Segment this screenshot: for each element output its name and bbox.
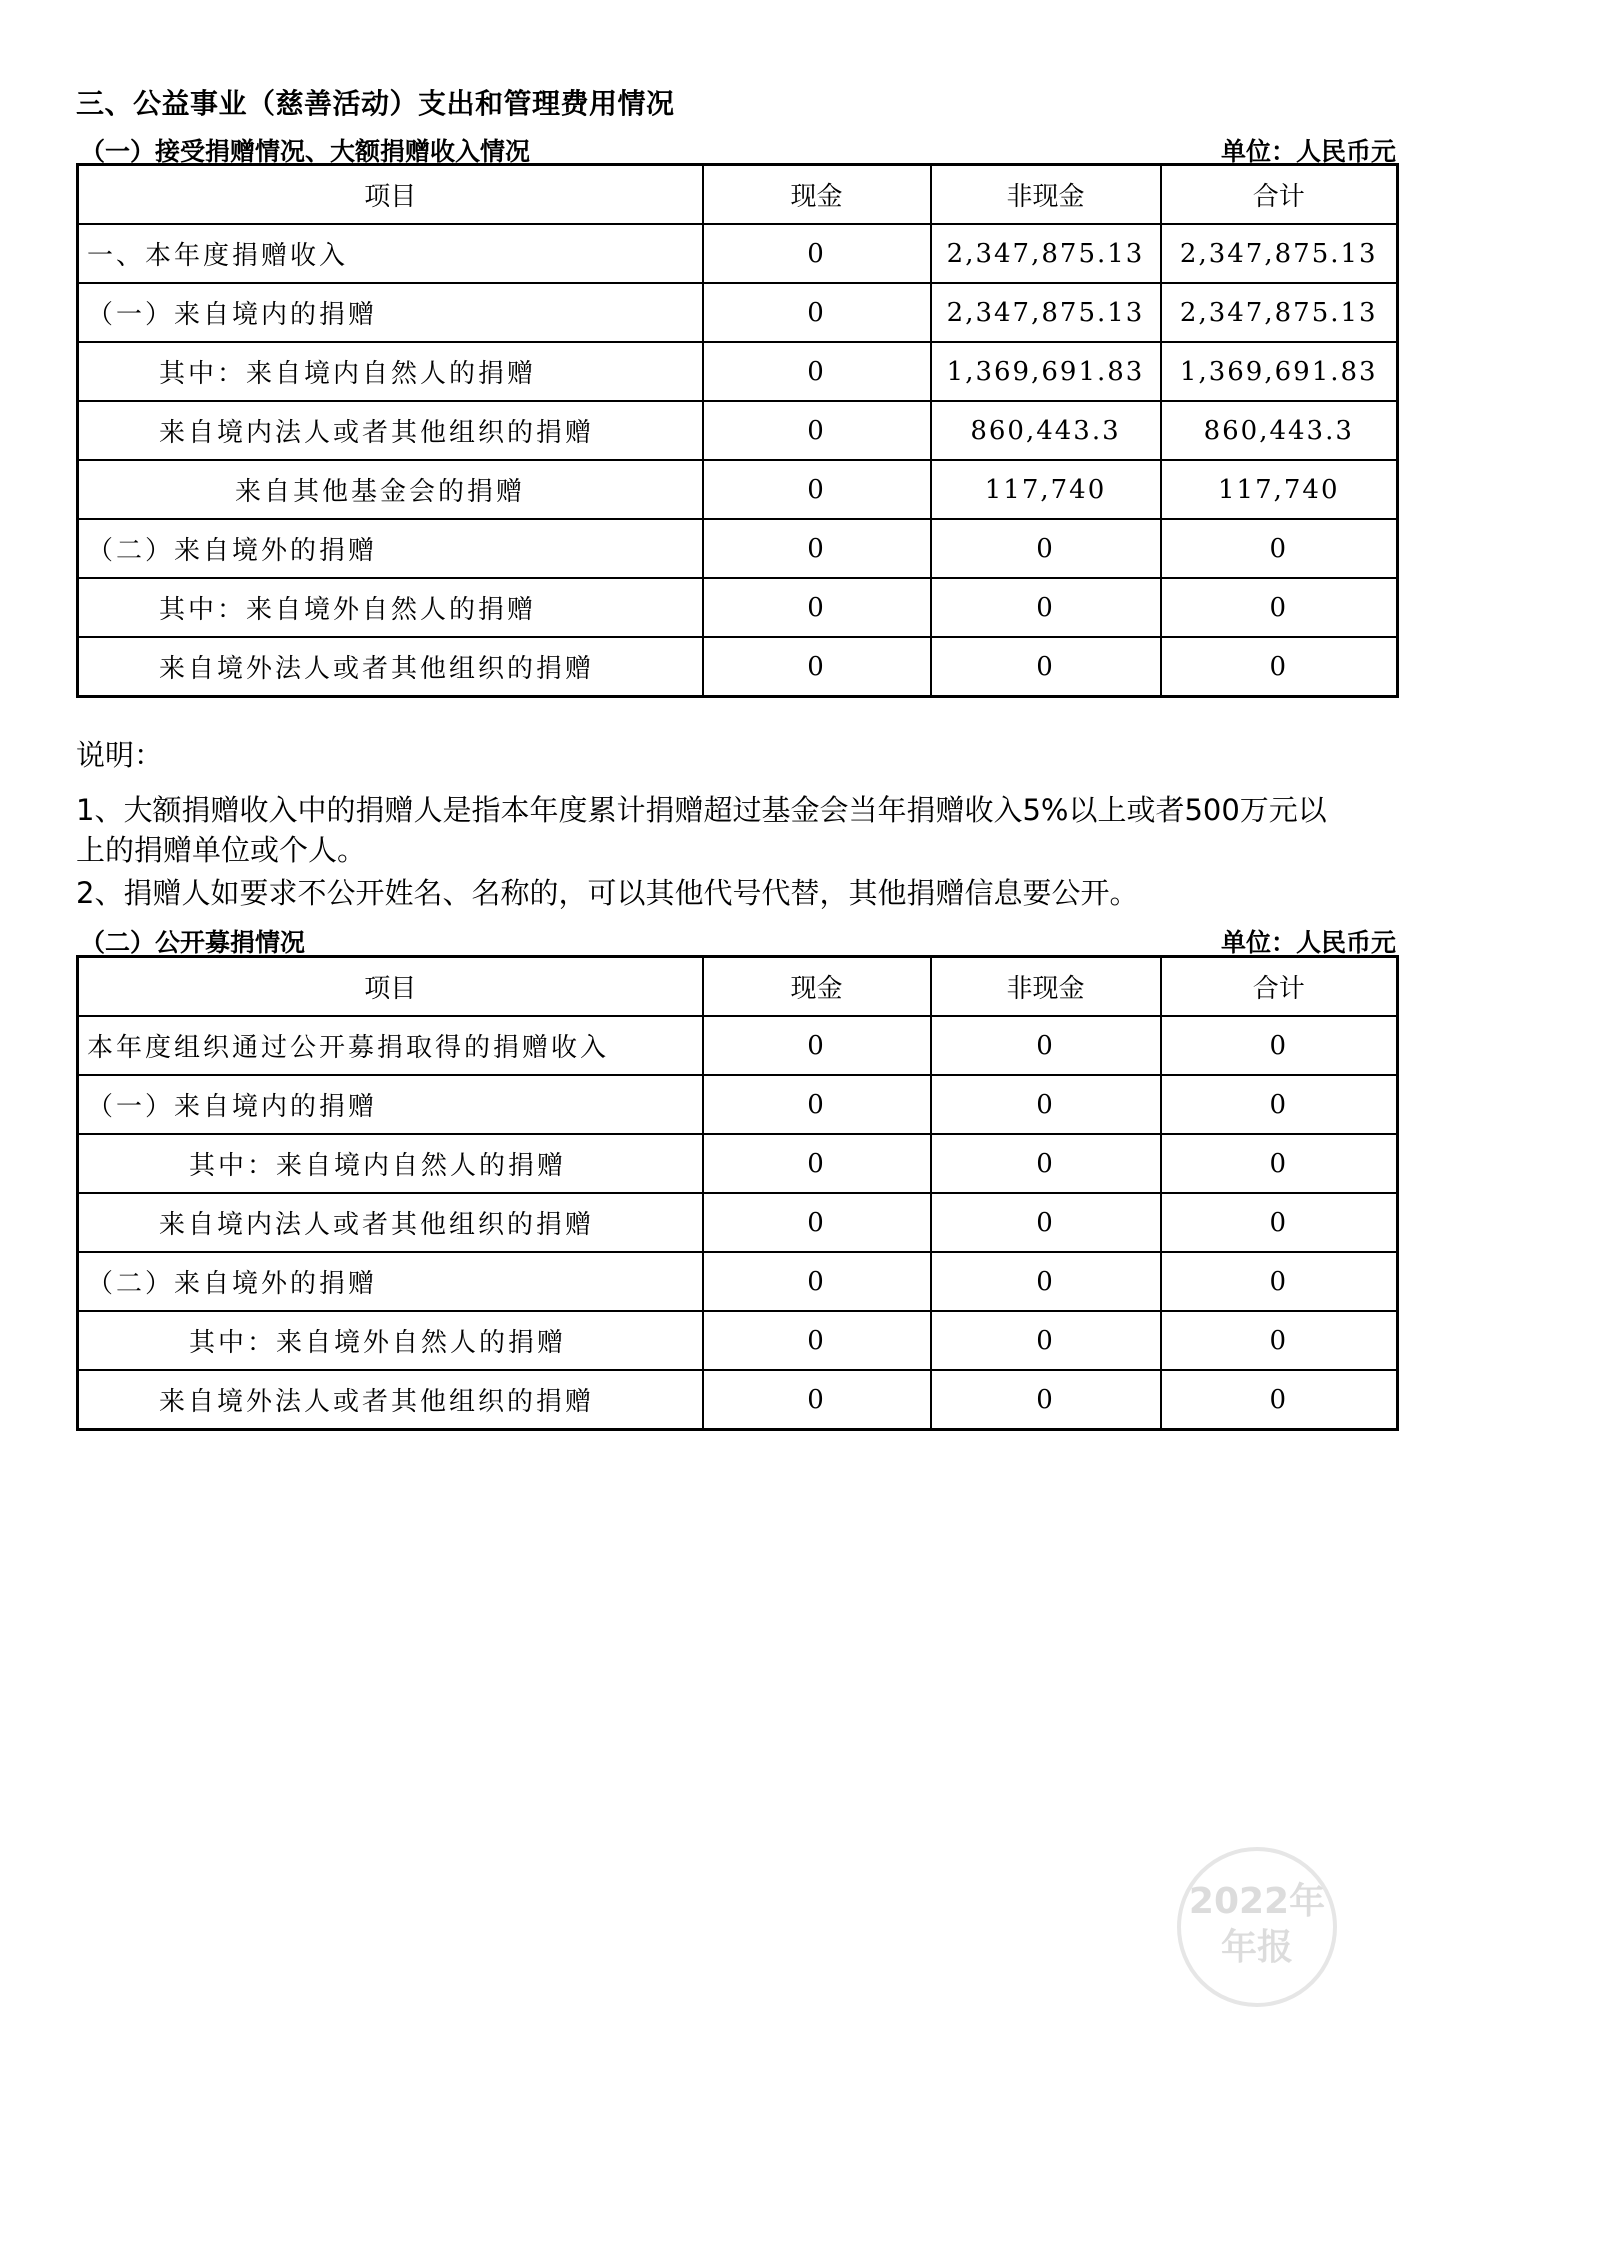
donation-income-table [76,163,1399,698]
col-header-total: 合计 [1161,165,1398,225]
note-1-line-b: 上的捐赠单位或个人。 [76,833,367,867]
row-item: 来自境外法人或者其他组织的捐赠 [78,1370,703,1430]
row-item: （一）来自境内的捐赠 [78,283,703,342]
row-total: 0 [1161,578,1398,637]
row-noncash: 117,740 [931,460,1161,519]
table-row [78,1311,1398,1370]
table-row [78,578,1398,637]
table-row [78,1252,1398,1311]
section-title: 三、公益事业（慈善活动）支出和管理费用情况 [76,87,675,120]
row-item: 一、本年度捐赠收入 [78,224,703,283]
row-cash: 0 [703,1311,931,1370]
table2-unit: 单位：人民币元 [1220,928,1396,957]
col-header-item: 项目 [78,957,703,1017]
table1-subtitle: （一）接受捐赠情况、大额捐赠收入情况 [80,137,531,166]
row-cash: 0 [703,1134,931,1193]
row-cash: 0 [703,1252,931,1311]
row-item: 其中：来自境外自然人的捐赠 [78,578,703,637]
table1-unit: 单位：人民币元 [1220,137,1396,166]
row-cash: 0 [703,637,931,697]
public-fundraising-table [76,955,1399,1431]
table-row [78,637,1398,697]
row-noncash: 0 [931,637,1161,697]
table-row [78,224,1398,283]
col-header-noncash: 非现金 [931,165,1161,225]
row-noncash: 860,443.3 [931,401,1161,460]
row-cash: 0 [703,519,931,578]
row-cash: 0 [703,578,931,637]
table-row [78,519,1398,578]
row-total: 0 [1161,1016,1398,1075]
table-row [78,1075,1398,1134]
row-total: 117,740 [1161,460,1398,519]
row-total: 0 [1161,637,1398,697]
row-cash: 0 [703,1016,931,1075]
col-header-cash: 现金 [703,957,931,1017]
row-noncash: 0 [931,1075,1161,1134]
row-item: 本年度组织通过公开募捐取得的捐赠收入 [78,1016,703,1075]
row-total: 2,347,875.13 [1161,224,1398,283]
row-cash: 0 [703,460,931,519]
row-noncash: 0 [931,1016,1161,1075]
row-item: 其中：来自境外自然人的捐赠 [78,1311,703,1370]
row-total: 0 [1161,1075,1398,1134]
row-total: 860,443.3 [1161,401,1398,460]
row-cash: 0 [703,342,931,401]
row-noncash: 2,347,875.13 [931,224,1161,283]
col-header-cash: 现金 [703,165,931,225]
row-total: 2,347,875.13 [1161,283,1398,342]
col-header-total: 合计 [1161,957,1398,1017]
table-row [78,342,1398,401]
table-row [78,1134,1398,1193]
table2-subheader [76,923,1396,959]
row-item: 来自境外法人或者其他组织的捐赠 [78,637,703,697]
col-header-noncash: 非现金 [931,957,1161,1017]
annual-report-seal [1177,1847,1337,2007]
table-row [78,283,1398,342]
row-item: 其中：来自境内自然人的捐赠 [78,342,703,401]
row-cash: 0 [703,1370,931,1430]
row-item: 来自其他基金会的捐赠 [78,460,703,519]
note-2: 2、捐赠人如要求不公开姓名、名称的，可以其他代号代替，其他捐赠信息要公开。 [76,876,1139,910]
row-cash: 0 [703,401,931,460]
notes-heading: 说明： [76,738,164,772]
table-row [78,1016,1398,1075]
table-row [78,401,1398,460]
seal-report-text: 年报 [1220,1927,1293,1968]
table-row [78,1193,1398,1252]
row-item: 其中：来自境内自然人的捐赠 [78,1134,703,1193]
table-header-row [78,957,1398,1017]
row-cash: 0 [703,1193,931,1252]
row-noncash: 0 [931,519,1161,578]
row-item: （一）来自境内的捐赠 [78,1075,703,1134]
seal-year-text: 2022年 [1188,1881,1326,1922]
row-noncash: 1,369,691.83 [931,342,1161,401]
table2-subtitle: （二）公开募捐情况 [80,928,306,957]
row-total: 0 [1161,1193,1398,1252]
row-cash: 0 [703,1075,931,1134]
row-noncash: 0 [931,1193,1161,1252]
row-noncash: 2,347,875.13 [931,283,1161,342]
row-total: 0 [1161,519,1398,578]
row-total: 0 [1161,1252,1398,1311]
row-item: 来自境内法人或者其他组织的捐赠 [78,1193,703,1252]
row-noncash: 0 [931,1134,1161,1193]
row-total: 0 [1161,1311,1398,1370]
table-header-row [78,165,1398,225]
row-cash: 0 [703,283,931,342]
row-total: 0 [1161,1370,1398,1430]
note-1-line-a: 1、大额捐赠收入中的捐赠人是指本年度累计捐赠超过基金会当年捐赠收入5%以上或者500万元以 [76,793,1327,827]
row-item: （二）来自境外的捐赠 [78,519,703,578]
row-item: 来自境内法人或者其他组织的捐赠 [78,401,703,460]
row-item: （二）来自境外的捐赠 [78,1252,703,1311]
row-noncash: 0 [931,1370,1161,1430]
row-total: 1,369,691.83 [1161,342,1398,401]
row-total: 0 [1161,1134,1398,1193]
col-header-item: 项目 [78,165,703,225]
table-row [78,460,1398,519]
row-noncash: 0 [931,578,1161,637]
row-cash: 0 [703,224,931,283]
row-noncash: 0 [931,1311,1161,1370]
table-row [78,1370,1398,1430]
row-noncash: 0 [931,1252,1161,1311]
